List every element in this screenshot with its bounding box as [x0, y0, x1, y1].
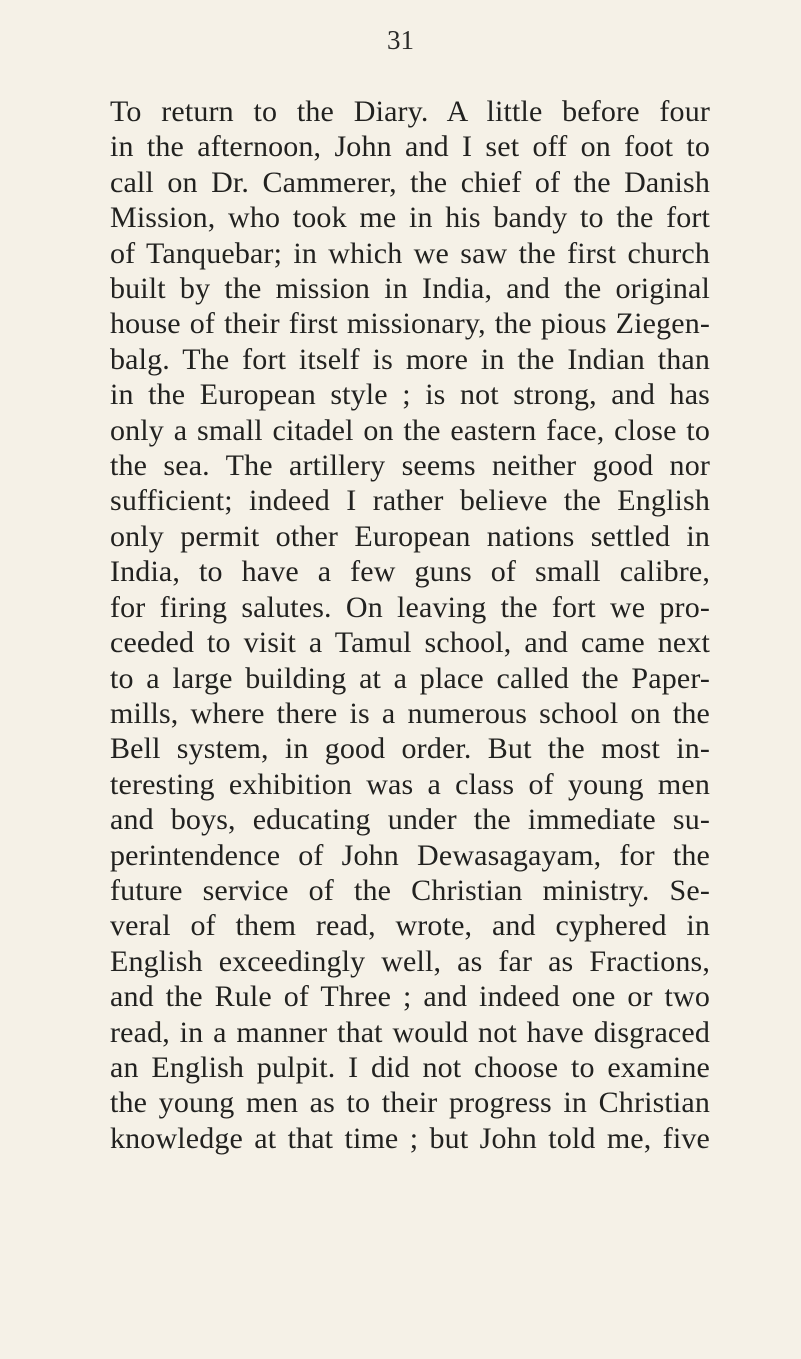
text-line: Bell system, in good order. But the most in- [110, 732, 710, 766]
text-line: to a large building at a place called the Paper- [110, 661, 710, 695]
text-line: the young men as to their progress in Christian [110, 1086, 710, 1120]
text-line: of Tanquebar; in which we saw the first church [110, 236, 710, 270]
text-line: future service of the Christian ministry. Se- [110, 873, 710, 907]
text-line: an English pulpit. I did not choose to examine [110, 1050, 710, 1084]
text-line: sufficient; indeed I rather believe the English [110, 484, 710, 518]
text-line: perintendence of John Dewasagayam, for the [110, 838, 710, 872]
text-line: only permit other European nations settled in [110, 519, 710, 553]
text-line: and boys, educating under the immediate su- [110, 803, 710, 837]
text-line: in the European style ; is not strong, and has [110, 378, 710, 412]
page-number: 31 [387, 25, 414, 55]
body-text [110, 94, 710, 1156]
text-line: To return to the Diary. A little before four [110, 95, 710, 128]
text-line: built by the mission in India, and the original [110, 272, 710, 306]
text-line: and the Rule of Three ; and indeed one or two [110, 980, 710, 1014]
text-line: mills, where there is a numerous school on the [110, 696, 710, 730]
text-line: balg. The fort itself is more in the Indian than [110, 342, 710, 376]
text-line: Mission, who took me in his bandy to the fort [110, 201, 710, 235]
text-line: teresting exhibition was a class of young men [110, 767, 710, 801]
text-line: house of their first missionary, the pious Ziegen- [110, 307, 710, 341]
text-line: only a small citadel on the eastern face, close to [110, 413, 710, 447]
text-line: English exceedingly well, as far as Fractions, [110, 944, 710, 978]
text-line: veral of them read, wrote, and cyphered in [110, 909, 710, 943]
text-line: for firing salutes. On leaving the fort we pro- [110, 590, 710, 624]
text-line: knowledge at that time ; but John told me, five [110, 1121, 710, 1155]
text-line: India, to have a few guns of small calibre, [110, 555, 710, 589]
text-line: ceeded to visit a Tamul school, and came next [110, 626, 710, 660]
text-line: call on Dr. Cammerer, the chief of the Danish [110, 165, 710, 199]
text-line: the sea. The artillery seems neither good nor [110, 449, 710, 483]
text-line: in the afternoon, John and I set off on foot to [110, 130, 710, 164]
text-line: read, in a manner that would not have disgraced [110, 1015, 710, 1049]
